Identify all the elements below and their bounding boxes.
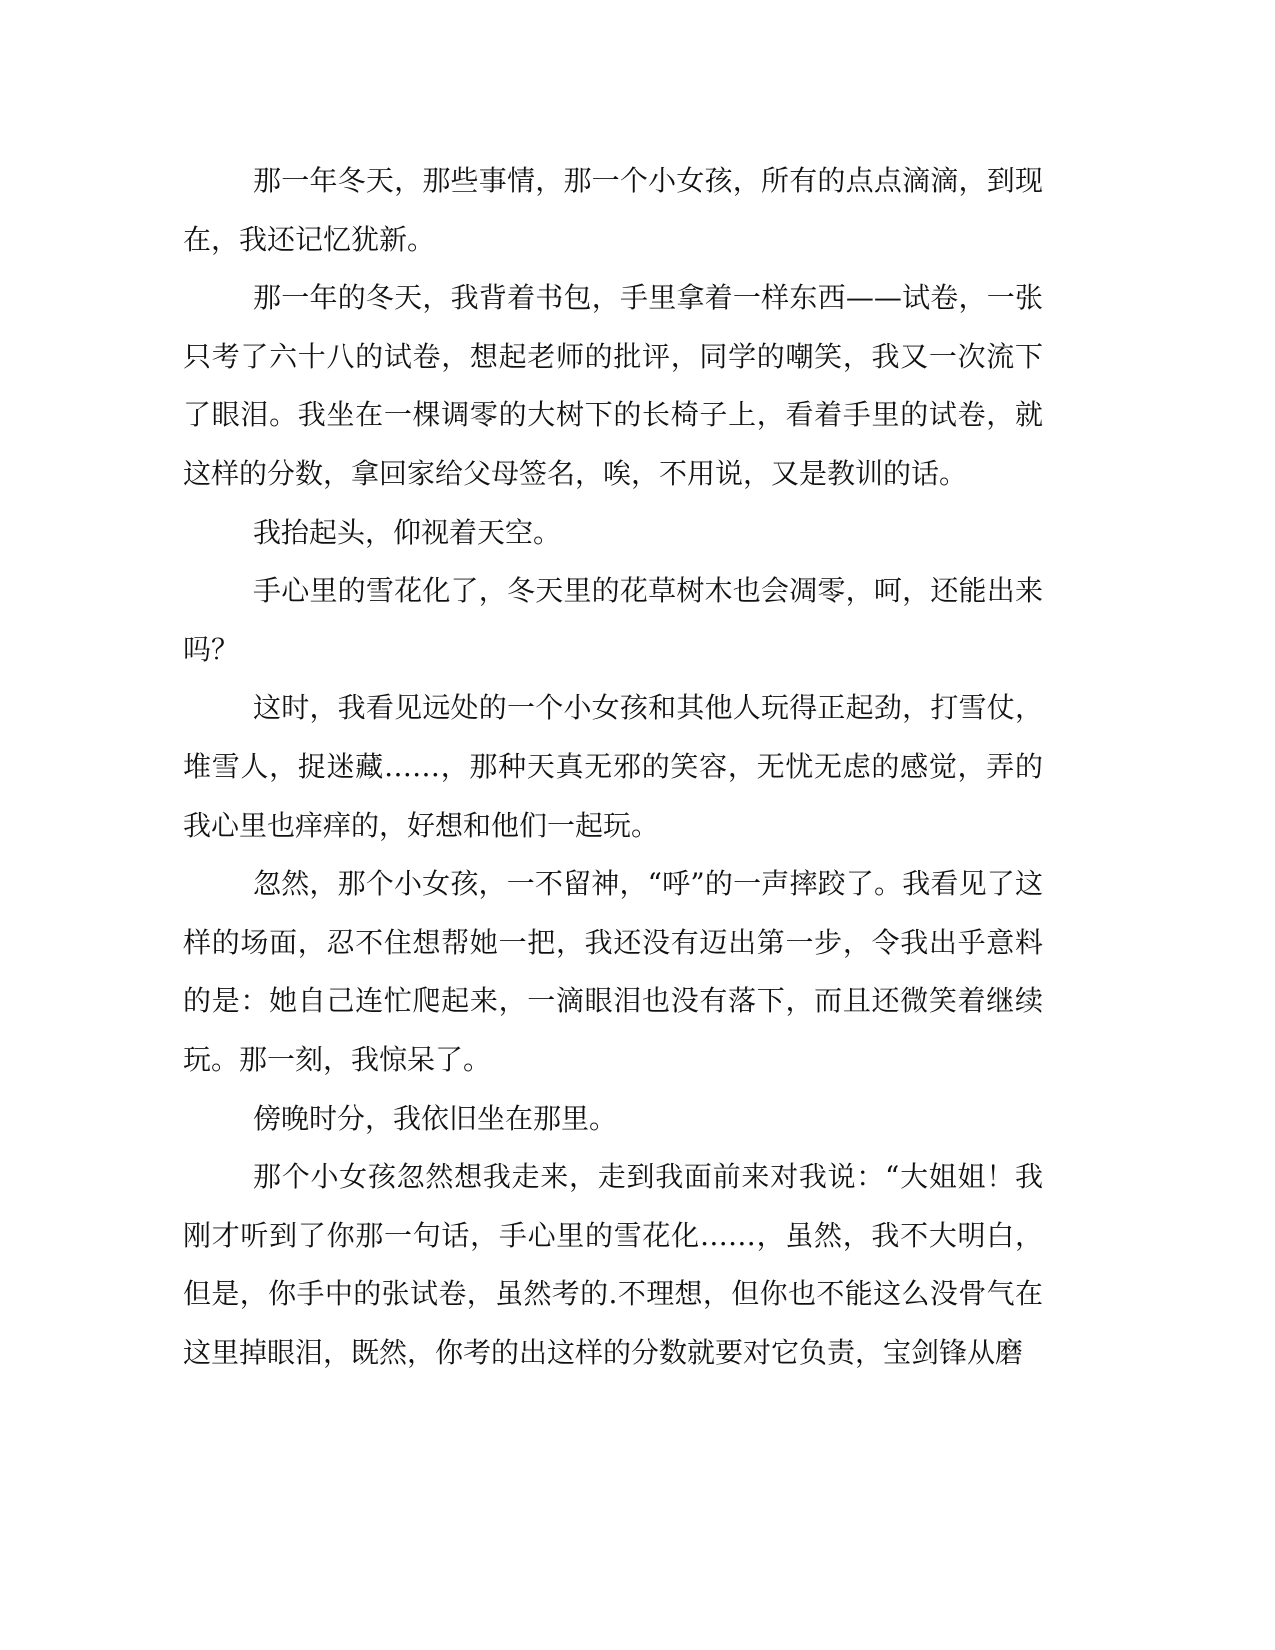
paragraph: 手心里的雪花化了，冬天里的花草树木也会凋零，呵，还能出来吗？ (183, 574, 1043, 666)
paragraph: 那一年冬天，那些事情，那一个小女孩，所有的点点滴滴，到现在，我还记忆犹新。 (183, 164, 1043, 256)
paragraph: 那个小女孩忽然想我走来，走到我面前来对我说：“大姐姐！我刚才听到了你那一句话，手心里的雪花化……，虽然，我不大明白，但是，你手中的张试卷，虽然考的.不理想，但你也不能这么没骨气在这里掉眼泪，既然，你考的出这样的分数就要对它负责，宝剑锋从磨 (183, 1160, 1043, 1369)
paragraph: 忽然，那个小女孩，一不留神，“呼”的一声摔跤了。我看见了这样的场面，忍不住想帮她一把，我还没有迈出第一步，令我出乎意料的是：她自己连忙爬起来，一滴眼泪也没有落下，而且还微笑着继续玩。那一刻，我惊呆了。 (183, 867, 1043, 1076)
paragraph: 傍晚时分，我依旧坐在那里。 (253, 1101, 618, 1135)
paragraph: 这时，我看见远处的一个小女孩和其他人玩得正起劲，打雪仗，堆雪人，捉迷藏……，那种天真无邪的笑容，无忧无虑的感觉，弄的我心里也痒痒的，好想和他们一起玩。 (183, 691, 1043, 842)
essay-body (183, 152, 1043, 1382)
paragraph: 我抬起头，仰视着天空。 (253, 515, 562, 549)
paragraph: 那一年的冬天，我背着书包，手里拿着一样东西——试卷，一张只考了六十八的试卷，想起老师的批评，同学的嘲笑，我又一次流下了眼泪。我坐在一棵调零的大树下的长椅子上，看着手里的试卷，就这样的分数，拿回家给父母签名，唉，不用说，又是教训的话。 (183, 281, 1043, 490)
